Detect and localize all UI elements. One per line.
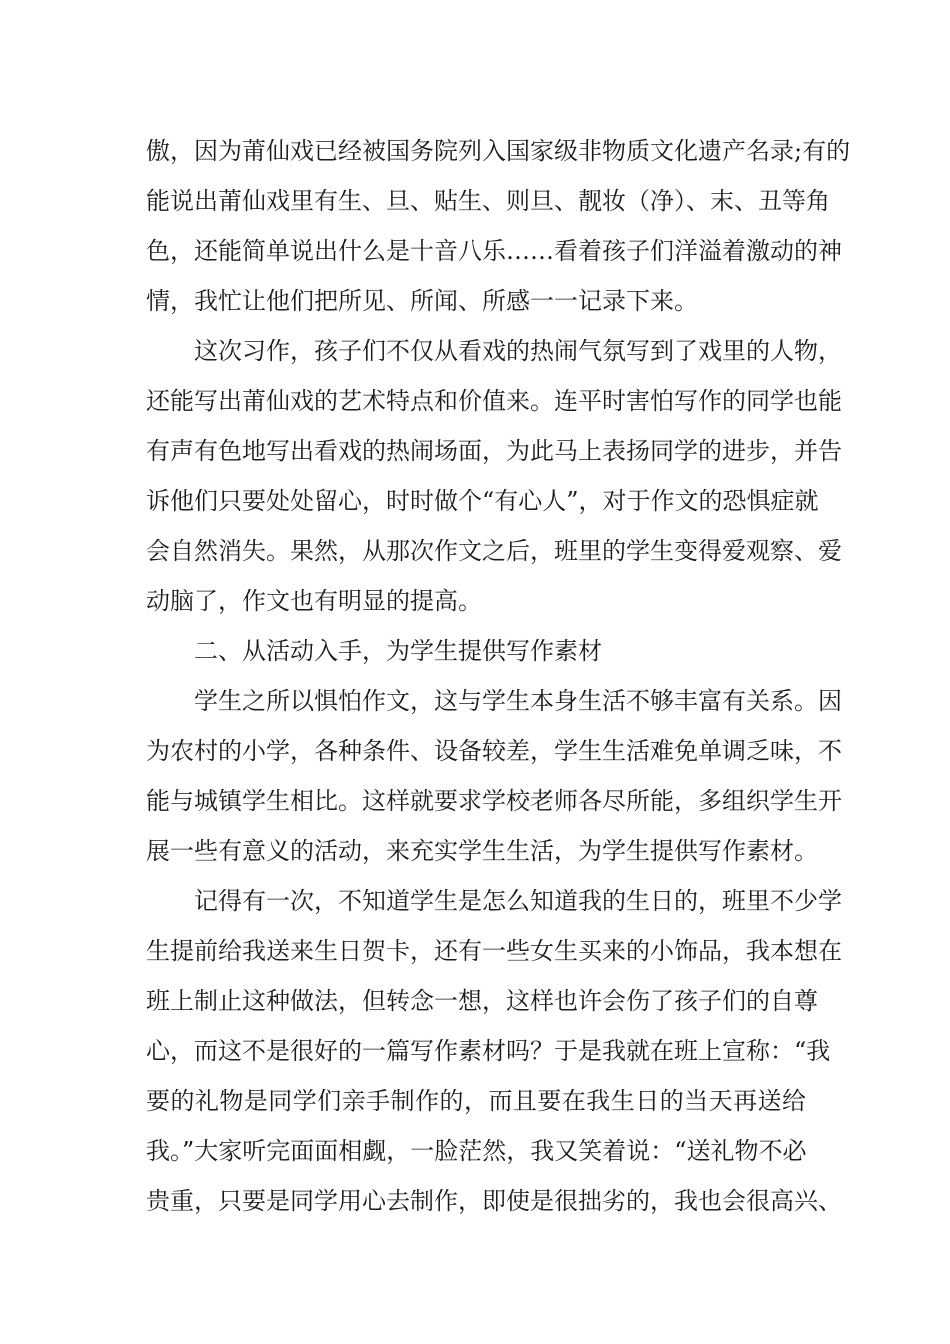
paragraph-line: 这次习作，孩子们不仅从看戏的热闹气氛写到了戏里的人物， (194, 337, 842, 365)
paragraph-line: 会自然消失。果然，从那次作文之后，班里的学生变得爱观察、爱 (146, 537, 842, 565)
paragraph-line: 学生之所以惧怕作文，这与学生本身生活不够丰富有关系。因 (194, 687, 842, 715)
paragraph-line: 展一些有意义的活动，来充实学生生活，为学生提供写作素材。 (146, 837, 818, 865)
paragraph-line: 动脑了，作文也有明显的提高。 (146, 587, 482, 615)
paragraph-line: 为农村的小学，各种条件、设备较差，学生生活难免单调乏味，不 (146, 737, 842, 765)
paragraph-line: 班上制止这种做法，但转念一想，这样也许会伤了孩子们的自尊 (146, 987, 818, 1015)
paragraph-line: 心，而这不是很好的一篇写作素材吗？于是我就在班上宣称：“我 (146, 1037, 831, 1065)
paragraph-line: 贵重，只要是同学用心去制作，即使是很拙劣的，我也会很高兴、 (146, 1187, 842, 1215)
paragraph-line: 记得有一次，不知道学生是怎么知道我的生日的，班里不少学 (194, 887, 842, 915)
paragraph-line: 能与城镇学生相比。这样就要求学校老师各尽所能，多组织学生开 (146, 787, 842, 815)
paragraph-line: 情，我忙让他们把所见、所闻、所感一一记录下来。 (146, 287, 698, 315)
paragraph-line: 生提前给我送来生日贺卡，还有一些女生买来的小饰品，我本想在 (146, 937, 842, 965)
paragraph-line: 有声有色地写出看戏的热闹场面，为此马上表扬同学的进步，并告 (146, 437, 842, 465)
paragraph-line: 诉他们只要处处留心，时时做个“有心人”，对于作文的恐惧症就 (146, 487, 819, 515)
paragraph-line: 还能写出莆仙戏的艺术特点和价值来。连平时害怕写作的同学也能 (146, 387, 842, 415)
paragraph-line: 傲，因为莆仙戏已经被国务院列入国家级非物质文化遗产名录;有的 (146, 137, 851, 165)
paragraph-line: 要的礼物是同学们亲手制作的，而且要在我生日的当天再送给 (146, 1087, 806, 1115)
paragraph-line: 能说出莆仙戏里有生、旦、贴生、则旦、靓妆（净）、末、丑等角 (146, 187, 830, 215)
paragraph-line: 色，还能简单说出什么是十音八乐……看着孩子们洋溢着激动的神 (146, 237, 842, 265)
section-heading: 二、从活动入手，为学生提供写作素材 (194, 637, 602, 665)
paragraph-line: 我。”大家听完面面相觑，一脸茫然，我又笑着说：“送礼物不必 (146, 1137, 807, 1165)
